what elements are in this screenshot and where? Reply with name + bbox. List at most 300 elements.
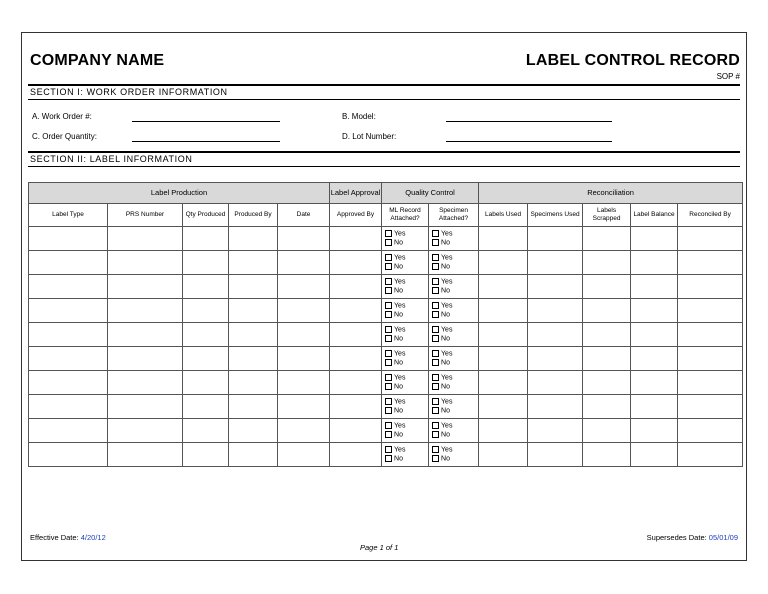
col-specimen: Specimen Attached? <box>429 204 479 227</box>
table-cell[interactable] <box>678 371 743 395</box>
no-label: No <box>394 454 403 462</box>
table-cell[interactable] <box>183 323 229 347</box>
table-cell[interactable] <box>479 323 528 347</box>
no-option[interactable] <box>432 335 478 343</box>
header-rule <box>28 84 740 86</box>
lot-number-label: D. Lot Number: <box>342 132 397 141</box>
checkbox-icon[interactable] <box>432 311 439 318</box>
table-row <box>29 419 743 443</box>
yes-option[interactable] <box>432 254 478 262</box>
effective-date <box>30 533 106 542</box>
no-option[interactable] <box>385 311 428 319</box>
table-cell[interactable] <box>631 299 678 323</box>
table-cell[interactable] <box>108 275 183 299</box>
checkbox-icon[interactable] <box>432 302 439 309</box>
supersedes-date-label: Supersedes Date: <box>646 533 707 542</box>
checkbox-icon[interactable] <box>385 398 392 405</box>
table-cell[interactable] <box>678 443 743 467</box>
col-specimens-used: Specimens Used <box>528 204 583 227</box>
table-cell[interactable] <box>583 251 631 275</box>
effective-date-label: Effective Date: <box>30 533 79 542</box>
table-cell[interactable] <box>330 227 382 251</box>
table-cell[interactable] <box>583 299 631 323</box>
yes-option[interactable] <box>385 302 428 310</box>
table-cell[interactable] <box>479 251 528 275</box>
table-row <box>29 443 743 467</box>
no-option[interactable] <box>432 383 478 391</box>
specimen-checkboxes <box>429 443 479 467</box>
table-cell[interactable] <box>678 347 743 371</box>
table-cell[interactable] <box>29 323 108 347</box>
checkbox-icon[interactable] <box>385 446 392 453</box>
table-cell[interactable] <box>278 419 330 443</box>
col-qty-produced: Qty Produced <box>183 204 229 227</box>
specimen-checkboxes <box>429 227 479 251</box>
yes-label: Yes <box>441 374 453 382</box>
table-cell[interactable] <box>479 371 528 395</box>
checkbox-icon[interactable] <box>385 359 392 366</box>
group-label-approval: Label Approval <box>330 183 382 204</box>
specimen-checkboxes <box>429 323 479 347</box>
model-field[interactable] <box>446 121 612 122</box>
label-table <box>28 182 743 467</box>
table-cell[interactable] <box>108 419 183 443</box>
no-label: No <box>394 310 403 318</box>
table-cell[interactable] <box>278 227 330 251</box>
no-label: No <box>394 430 403 438</box>
no-option[interactable] <box>385 383 428 391</box>
yes-label: Yes <box>441 326 453 334</box>
table-cell[interactable] <box>528 395 583 419</box>
yes-label: Yes <box>441 398 453 406</box>
yes-option[interactable] <box>432 350 478 358</box>
supersedes-date-value: 05/01/09 <box>708 533 738 542</box>
no-option[interactable] <box>432 455 478 463</box>
no-option[interactable] <box>385 263 428 271</box>
checkbox-icon[interactable] <box>432 446 439 453</box>
table-cell[interactable] <box>479 275 528 299</box>
section-2-title: SECTION II: LABEL INFORMATION <box>30 154 193 164</box>
yes-label: Yes <box>394 350 406 358</box>
no-option[interactable] <box>432 359 478 367</box>
checkbox-icon[interactable] <box>385 431 392 438</box>
table-cell[interactable] <box>330 299 382 323</box>
yes-label: Yes <box>394 326 406 334</box>
table-cell[interactable] <box>108 371 183 395</box>
table-cell[interactable] <box>29 299 108 323</box>
col-label-type: Label Type <box>29 204 108 227</box>
table-cell[interactable] <box>29 443 108 467</box>
checkbox-icon[interactable] <box>385 254 392 261</box>
yes-option[interactable] <box>385 446 428 454</box>
yes-option[interactable] <box>385 326 428 334</box>
no-option[interactable] <box>385 407 428 415</box>
no-label: No <box>394 406 403 414</box>
table-cell[interactable] <box>583 323 631 347</box>
table-cell[interactable] <box>583 371 631 395</box>
checkbox-icon[interactable] <box>432 383 439 390</box>
table-cell[interactable] <box>108 227 183 251</box>
specimen-checkboxes <box>429 251 479 275</box>
table-cell[interactable] <box>528 299 583 323</box>
table-cell[interactable] <box>29 419 108 443</box>
table-cell[interactable] <box>229 227 278 251</box>
checkbox-icon[interactable] <box>432 431 439 438</box>
table-row <box>29 275 743 299</box>
table-cell[interactable] <box>528 227 583 251</box>
section-2-rule <box>28 166 740 167</box>
table-cell[interactable] <box>631 395 678 419</box>
table-cell[interactable] <box>528 347 583 371</box>
yes-label: Yes <box>441 446 453 454</box>
no-option[interactable] <box>432 239 478 247</box>
no-option[interactable] <box>432 287 478 295</box>
table-cell[interactable] <box>528 323 583 347</box>
checkbox-icon[interactable] <box>385 335 392 342</box>
checkbox-icon[interactable] <box>385 383 392 390</box>
col-labels-used: Labels Used <box>479 204 528 227</box>
no-option[interactable] <box>385 359 428 367</box>
table-cell[interactable] <box>479 347 528 371</box>
table-cell[interactable] <box>229 299 278 323</box>
table-cell[interactable] <box>479 443 528 467</box>
no-label: No <box>394 262 403 270</box>
specimen-checkboxes <box>429 419 479 443</box>
yes-label: Yes <box>394 446 406 454</box>
group-label-production: Label Production <box>29 183 330 204</box>
specimen-checkboxes <box>429 299 479 323</box>
order-quantity-field[interactable] <box>132 141 280 142</box>
table-cell[interactable] <box>631 275 678 299</box>
ml-record-checkboxes <box>382 323 429 347</box>
table-cell[interactable] <box>278 443 330 467</box>
table-cell[interactable] <box>479 395 528 419</box>
yes-label: Yes <box>394 254 406 262</box>
group-quality-control: Quality Control <box>382 183 479 204</box>
table-cell[interactable] <box>108 299 183 323</box>
table-cell[interactable] <box>583 227 631 251</box>
specimen-checkboxes <box>429 275 479 299</box>
checkbox-icon[interactable] <box>432 263 439 270</box>
yes-option[interactable] <box>432 446 478 454</box>
table-cell[interactable] <box>583 395 631 419</box>
table-cell[interactable] <box>29 275 108 299</box>
table-cell[interactable] <box>29 371 108 395</box>
yes-label: Yes <box>441 254 453 262</box>
checkbox-icon[interactable] <box>385 326 392 333</box>
table-cell[interactable] <box>528 371 583 395</box>
group-reconciliation: Reconciliation <box>479 183 743 204</box>
order-quantity-label: C. Order Quantity: <box>32 132 97 141</box>
table-cell[interactable] <box>631 371 678 395</box>
table-row <box>29 371 743 395</box>
checkbox-icon[interactable] <box>432 398 439 405</box>
lot-number-field[interactable] <box>446 141 612 142</box>
no-label: No <box>441 454 450 462</box>
table-cell[interactable] <box>183 395 229 419</box>
section-1-rule <box>28 99 740 100</box>
yes-option[interactable] <box>432 374 478 382</box>
yes-option[interactable] <box>432 230 478 238</box>
work-order-field[interactable] <box>132 121 280 122</box>
yes-option[interactable] <box>385 374 428 382</box>
table-cell[interactable] <box>678 251 743 275</box>
table-cell[interactable] <box>229 323 278 347</box>
checkbox-icon[interactable] <box>385 287 392 294</box>
yes-option[interactable] <box>432 326 478 334</box>
no-option[interactable] <box>385 287 428 295</box>
yes-label: Yes <box>394 302 406 310</box>
table-cell[interactable] <box>528 275 583 299</box>
form-title: LABEL CONTROL RECORD <box>525 52 740 69</box>
no-label: No <box>441 358 450 366</box>
table-cell[interactable] <box>108 251 183 275</box>
ml-record-checkboxes <box>382 347 429 371</box>
no-label: No <box>441 262 450 270</box>
table-cell[interactable] <box>678 227 743 251</box>
ml-record-checkboxes <box>382 395 429 419</box>
checkbox-icon[interactable] <box>432 455 439 462</box>
no-label: No <box>394 238 403 246</box>
no-label: No <box>394 382 403 390</box>
no-option[interactable] <box>432 263 478 271</box>
table-cell[interactable] <box>108 443 183 467</box>
table-cell[interactable] <box>678 419 743 443</box>
col-label-balance: Label Balance <box>631 204 678 227</box>
table-row <box>29 347 743 371</box>
table-cell[interactable] <box>678 323 743 347</box>
table-cell[interactable] <box>330 251 382 275</box>
no-label: No <box>441 238 450 246</box>
table-cell[interactable] <box>278 347 330 371</box>
company-name: COMPANY NAME <box>30 52 165 69</box>
checkbox-icon[interactable] <box>385 278 392 285</box>
table-cell[interactable] <box>229 419 278 443</box>
table-cell[interactable] <box>583 443 631 467</box>
table-cell[interactable] <box>330 419 382 443</box>
model-label: B. Model: <box>342 112 376 121</box>
table-cell[interactable] <box>229 395 278 419</box>
col-reconciled-by: Reconciled By <box>678 204 743 227</box>
table-cell[interactable] <box>108 347 183 371</box>
table-cell[interactable] <box>678 395 743 419</box>
ml-record-checkboxes <box>382 251 429 275</box>
checkbox-icon[interactable] <box>432 422 439 429</box>
table-cell[interactable] <box>183 275 229 299</box>
table-cell[interactable] <box>583 419 631 443</box>
yes-label: Yes <box>441 302 453 310</box>
checkbox-icon[interactable] <box>432 374 439 381</box>
checkbox-icon[interactable] <box>432 359 439 366</box>
yes-option[interactable] <box>385 422 428 430</box>
checkbox-icon[interactable] <box>385 239 392 246</box>
yes-label: Yes <box>441 278 453 286</box>
yes-label: Yes <box>441 350 453 358</box>
no-option[interactable] <box>385 335 428 343</box>
table-cell[interactable] <box>631 323 678 347</box>
table-cell[interactable] <box>330 395 382 419</box>
col-date: Date <box>278 204 330 227</box>
no-label: No <box>394 358 403 366</box>
sop-number: SOP # <box>716 72 740 81</box>
table-cell[interactable] <box>229 275 278 299</box>
yes-label: Yes <box>394 398 406 406</box>
table-cell[interactable] <box>479 299 528 323</box>
checkbox-icon[interactable] <box>385 263 392 270</box>
table-cell[interactable] <box>183 251 229 275</box>
checkbox-icon[interactable] <box>385 407 392 414</box>
table-cell[interactable] <box>183 419 229 443</box>
table-cell[interactable] <box>278 395 330 419</box>
ml-record-checkboxes <box>382 299 429 323</box>
table-cell[interactable] <box>183 299 229 323</box>
table-cell[interactable] <box>183 347 229 371</box>
no-label: No <box>441 430 450 438</box>
no-option[interactable] <box>432 407 478 415</box>
yes-label: Yes <box>394 374 406 382</box>
table-row <box>29 395 743 419</box>
ml-record-checkboxes <box>382 275 429 299</box>
table-cell[interactable] <box>583 275 631 299</box>
table-cell[interactable] <box>330 323 382 347</box>
table-cell[interactable] <box>183 371 229 395</box>
table-cell[interactable] <box>678 299 743 323</box>
table-cell[interactable] <box>330 443 382 467</box>
checkbox-icon[interactable] <box>385 374 392 381</box>
work-order-label: A. Work Order #: <box>32 112 92 121</box>
col-produced-by: Produced By <box>229 204 278 227</box>
ml-record-checkboxes <box>382 419 429 443</box>
table-cell[interactable] <box>278 371 330 395</box>
table-cell[interactable] <box>528 419 583 443</box>
table-cell[interactable] <box>631 251 678 275</box>
ml-record-checkboxes <box>382 443 429 467</box>
no-label: No <box>394 334 403 342</box>
table-cell[interactable] <box>278 299 330 323</box>
table-cell[interactable] <box>479 227 528 251</box>
no-option[interactable] <box>385 431 428 439</box>
table-cell[interactable] <box>229 443 278 467</box>
table-cell[interactable] <box>678 275 743 299</box>
table-cell[interactable] <box>631 443 678 467</box>
section-2-top-rule <box>28 151 740 153</box>
checkbox-icon[interactable] <box>432 350 439 357</box>
yes-label: Yes <box>441 230 453 238</box>
table-cell[interactable] <box>330 347 382 371</box>
table-row <box>29 251 743 275</box>
checkbox-icon[interactable] <box>385 302 392 309</box>
yes-option[interactable] <box>385 254 428 262</box>
no-option[interactable] <box>432 431 478 439</box>
yes-option[interactable] <box>385 398 428 406</box>
checkbox-icon[interactable] <box>432 254 439 261</box>
checkbox-icon[interactable] <box>432 335 439 342</box>
checkbox-icon[interactable] <box>432 278 439 285</box>
table-row <box>29 299 743 323</box>
checkbox-icon[interactable] <box>432 407 439 414</box>
table-cell[interactable] <box>479 419 528 443</box>
table-cell[interactable] <box>229 347 278 371</box>
table-cell[interactable] <box>29 251 108 275</box>
table-cell[interactable] <box>29 347 108 371</box>
table-cell[interactable] <box>631 227 678 251</box>
table-cell[interactable] <box>278 275 330 299</box>
table-cell[interactable] <box>29 227 108 251</box>
checkbox-icon[interactable] <box>385 350 392 357</box>
col-approved-by: Approved By <box>330 204 382 227</box>
yes-option[interactable] <box>432 398 478 406</box>
checkbox-icon[interactable] <box>385 455 392 462</box>
table-cell[interactable] <box>108 323 183 347</box>
checkbox-icon[interactable] <box>432 326 439 333</box>
checkbox-icon[interactable] <box>385 311 392 318</box>
yes-option[interactable] <box>432 422 478 430</box>
table-cell[interactable] <box>29 395 108 419</box>
table-cell[interactable] <box>229 371 278 395</box>
section-1-title: SECTION I: WORK ORDER INFORMATION <box>30 87 228 97</box>
checkbox-icon[interactable] <box>432 230 439 237</box>
specimen-checkboxes <box>429 371 479 395</box>
no-option[interactable] <box>432 311 478 319</box>
yes-label: Yes <box>394 230 406 238</box>
checkbox-icon[interactable] <box>385 230 392 237</box>
ml-record-checkboxes <box>382 371 429 395</box>
col-labels-scrapped: Labels Scrapped <box>583 204 631 227</box>
table-cell[interactable] <box>278 323 330 347</box>
yes-option[interactable] <box>385 278 428 286</box>
yes-option[interactable] <box>385 230 428 238</box>
ml-record-checkboxes <box>382 227 429 251</box>
table-cell[interactable] <box>631 347 678 371</box>
table-cell[interactable] <box>330 371 382 395</box>
table-cell[interactable] <box>183 227 229 251</box>
yes-label: Yes <box>394 278 406 286</box>
checkbox-icon[interactable] <box>385 422 392 429</box>
yes-label: Yes <box>394 422 406 430</box>
col-prs-number: PRS Number <box>108 204 183 227</box>
effective-date-value: 4/20/12 <box>80 533 106 542</box>
table-cell[interactable] <box>583 347 631 371</box>
supersedes-date <box>647 533 738 542</box>
no-option[interactable] <box>385 239 428 247</box>
table-cell[interactable] <box>229 251 278 275</box>
checkbox-icon[interactable] <box>432 287 439 294</box>
specimen-checkboxes <box>429 395 479 419</box>
page-number: Page 1 of 1 <box>360 543 399 552</box>
table-cell[interactable] <box>528 251 583 275</box>
table-cell[interactable] <box>631 419 678 443</box>
col-ml-record: ML Record Attached? <box>382 204 429 227</box>
no-label: No <box>441 406 450 414</box>
yes-label: Yes <box>441 422 453 430</box>
no-label: No <box>441 382 450 390</box>
no-label: No <box>441 310 450 318</box>
table-row <box>29 227 743 251</box>
no-label: No <box>441 334 450 342</box>
table-cell[interactable] <box>330 275 382 299</box>
no-label: No <box>394 286 403 294</box>
table-cell[interactable] <box>278 251 330 275</box>
table-cell[interactable] <box>183 443 229 467</box>
form-page <box>21 32 747 561</box>
table-cell[interactable] <box>528 443 583 467</box>
checkbox-icon[interactable] <box>432 239 439 246</box>
yes-option[interactable] <box>385 350 428 358</box>
yes-option[interactable] <box>432 278 478 286</box>
no-option[interactable] <box>385 455 428 463</box>
table-cell[interactable] <box>108 395 183 419</box>
yes-option[interactable] <box>432 302 478 310</box>
